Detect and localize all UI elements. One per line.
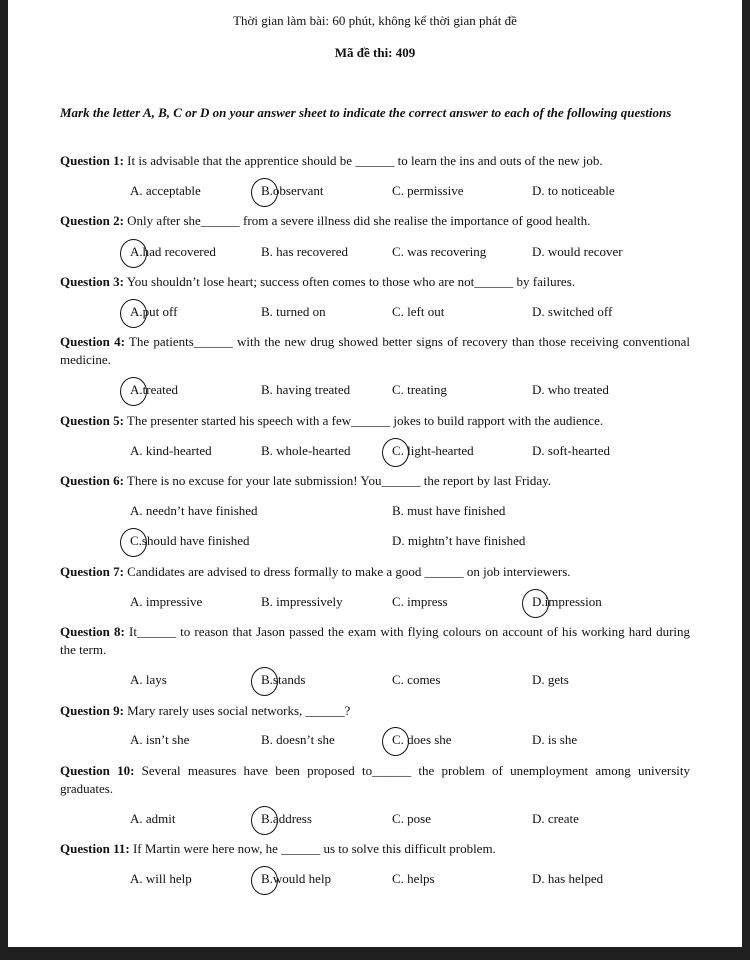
option-b[interactable]: B. doesn’t she xyxy=(261,732,335,747)
question-text: It______ to reason that Jason passed the exam with flying colours on account of his working hard during the term. xyxy=(60,624,691,657)
options-1 xyxy=(8,183,742,203)
option-a[interactable]: A.put off xyxy=(130,304,178,319)
option-d[interactable]: D. has helped xyxy=(532,871,604,886)
question-text: There is no excuse for your late submission! You______ the report by last Friday. xyxy=(123,473,552,488)
answer-circle: B. xyxy=(261,811,273,826)
question-text: It is advisable that the apprentice should be ______ to learn the ins and outs of the new job. xyxy=(123,153,603,168)
option-a[interactable]: A. acceptable xyxy=(130,183,201,198)
question-1 xyxy=(60,152,690,170)
options-11 xyxy=(8,871,742,891)
option-d[interactable]: D. to noticeable xyxy=(532,183,615,198)
question-label: Question 4: xyxy=(60,334,125,349)
question-3 xyxy=(60,273,690,291)
question-9 xyxy=(60,702,690,720)
question-text: You shouldn’t lose heart; success often comes to those who are not______ by failures. xyxy=(123,274,575,289)
option-c[interactable]: C. helps xyxy=(392,871,435,886)
question-text: If Martin were here now, he ______ us to solve this difficult problem. xyxy=(129,841,496,856)
option-c[interactable]: C. was recovering xyxy=(392,244,487,259)
option-d[interactable]: D. who treated xyxy=(532,382,609,397)
option-a[interactable]: A. lays xyxy=(130,672,167,687)
option-a[interactable]: A. isn’t she xyxy=(130,732,190,747)
option-b[interactable]: B.observant xyxy=(261,183,324,198)
option-a[interactable]: A. will help xyxy=(130,871,192,886)
answer-circle: D. xyxy=(532,594,545,609)
question-7 xyxy=(60,563,690,581)
answer-circle: C. xyxy=(392,732,404,747)
option-b[interactable]: B. turned on xyxy=(261,304,326,319)
options-3 xyxy=(8,304,742,324)
question-label: Question 9: xyxy=(60,703,124,718)
question-8 xyxy=(60,623,690,659)
option-a[interactable]: A. impressive xyxy=(130,594,203,609)
options-4 xyxy=(8,382,742,402)
option-d[interactable]: D. soft-hearted xyxy=(532,443,610,458)
option-c[interactable]: C. pose xyxy=(392,811,432,826)
exam-code: Mã đề thi: 409 xyxy=(334,45,416,60)
question-2 xyxy=(60,212,690,230)
question-label: Question 10: xyxy=(60,763,135,778)
question-label: Question 5: xyxy=(60,413,124,428)
option-d[interactable]: D. gets xyxy=(532,672,569,687)
question-text: The patients______ with the new drug showed better signs of recovery than those receiving conventional medicine. xyxy=(60,334,690,367)
answer-circle: B. xyxy=(261,672,273,687)
answer-circle: B. xyxy=(261,871,273,886)
question-4 xyxy=(60,333,690,369)
option-a[interactable]: A.treated xyxy=(130,382,179,397)
instruction: Mark the letter A, B, C or D on your answer sheet to indicate the correct answer to each of the following questions xyxy=(60,105,672,120)
question-10 xyxy=(60,762,690,798)
question-text: Only after she______ from a severe illness did she realise the importance of good health. xyxy=(123,213,591,228)
option-b[interactable]: B. must have finished xyxy=(392,503,506,518)
options-6b xyxy=(8,533,742,553)
question-text: Candidates are advised to dress formally to make a good ______ on job interviewers. xyxy=(123,564,571,579)
option-b[interactable]: B.would help xyxy=(261,871,332,886)
option-b[interactable]: B. has recovered xyxy=(261,244,348,259)
option-d[interactable]: D. is she xyxy=(532,732,578,747)
question-label: Question 8: xyxy=(60,624,125,639)
option-c[interactable]: C. permissive xyxy=(392,183,464,198)
question-text: Mary rarely uses social networks, ______? xyxy=(123,703,351,718)
option-b[interactable]: B. having treated xyxy=(261,382,351,397)
option-a[interactable]: A. needn’t have finished xyxy=(130,503,258,518)
options-5 xyxy=(8,443,742,463)
option-d[interactable]: D.impression xyxy=(532,594,602,609)
question-label: Question 6: xyxy=(60,473,124,488)
option-c[interactable]: C. does she xyxy=(392,732,452,747)
option-b[interactable]: B. whole-hearted xyxy=(261,443,351,458)
option-b[interactable]: B.stands xyxy=(261,672,306,687)
answer-circle: C. xyxy=(130,533,142,548)
answer-circle: A. xyxy=(130,382,143,397)
question-label: Question 1: xyxy=(60,153,124,168)
option-c[interactable]: C. left out xyxy=(392,304,445,319)
answer-circle: B. xyxy=(261,183,273,198)
answer-circle: A. xyxy=(130,304,143,319)
options-10 xyxy=(8,811,742,831)
time-note: Thời gian làm bài: 60 phút, không kể thời gian phát đề xyxy=(233,13,517,28)
option-c[interactable]: C. light-hearted xyxy=(392,443,474,458)
question-label: Question 11: xyxy=(60,841,130,856)
question-label: Question 7: xyxy=(60,564,124,579)
question-label: Question 3: xyxy=(60,274,124,289)
option-d[interactable]: D. create xyxy=(532,811,579,826)
option-c[interactable]: C. impress xyxy=(392,594,448,609)
option-a[interactable]: A. admit xyxy=(130,811,176,826)
answer-circle: C. xyxy=(392,443,404,458)
question-text: The presenter started his speech with a few______ jokes to build rapport with the audience. xyxy=(123,413,604,428)
options-8 xyxy=(8,672,742,692)
option-a[interactable]: A.had recovered xyxy=(130,244,216,259)
option-b[interactable]: B.address xyxy=(261,811,312,826)
options-7 xyxy=(8,594,742,614)
options-2 xyxy=(8,244,742,264)
option-c[interactable]: C.should have finished xyxy=(130,533,250,548)
option-c[interactable]: C. comes xyxy=(392,672,441,687)
question-label: Question 2: xyxy=(60,213,124,228)
option-c[interactable]: C. treating xyxy=(392,382,447,397)
options-6a xyxy=(8,503,742,523)
question-11 xyxy=(60,840,690,858)
option-d[interactable]: D. would recover xyxy=(532,244,623,259)
option-a[interactable]: A. kind-hearted xyxy=(130,443,212,458)
question-text: Several measures have been proposed to______ the problem of unemployment among university graduates. xyxy=(60,763,690,796)
answer-circle: A. xyxy=(130,244,143,259)
option-d[interactable]: D. switched off xyxy=(532,304,613,319)
option-b[interactable]: B. impressively xyxy=(261,594,343,609)
question-5 xyxy=(60,412,690,430)
question-6 xyxy=(60,472,690,490)
option-d[interactable]: D. mightn’t have finished xyxy=(392,533,526,548)
exam-page xyxy=(8,0,742,947)
options-9 xyxy=(8,732,742,752)
